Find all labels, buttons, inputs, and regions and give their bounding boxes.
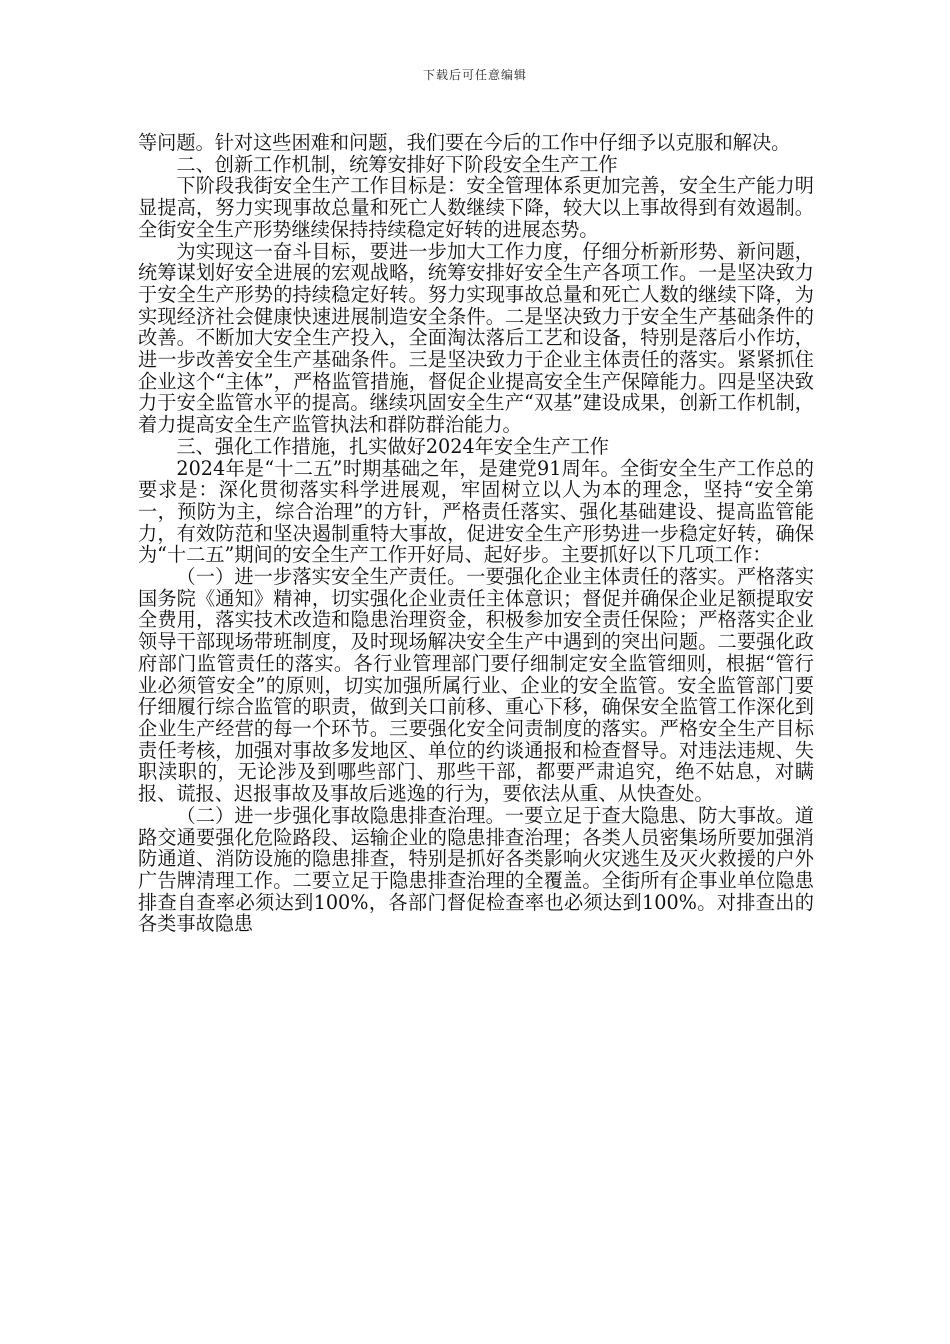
document-body xyxy=(138,132,814,935)
page-header-note: 下载后可任意编辑 xyxy=(422,68,527,82)
section-heading-2: 二、创新工作机制，统筹安排好下阶段安全生产工作 xyxy=(176,152,618,176)
paragraph-1: 等问题。针对这些困难和问题，我们要在今后的工作中仔细予以克服和解决。 xyxy=(138,131,791,154)
paragraph-goals: 下阶段我街安全生产工作目标是：安全管理体系更加完善，安全生产能力明显提高，努力实现事故总量和死亡人数继续下降，较大以上事故得到有效遏制。全街安全生产形势继续保持持续稳定好转的进展态势。 xyxy=(138,174,814,241)
paragraph-requirements: 2024年是“十二五”时期基础之年，是建党91周年。全街安全生产工作总的要求是：深化贯彻落实科学进展观，牢固树立以人为本的理念，坚持“安全第一，预防为主，综合治理”的方针，严格责任落实、强化基础建设、提高监管能力，有效防范和坚决遏制重特大事故，促进安全生产形势进一步稳定好转，确保为“十二五”期间的安全生产工作开好局、起好步。主要抓好以下几项工作： xyxy=(138,456,814,567)
paragraph-measures: 为实现这一奋斗目标，要进一步加大工作力度，仔细分析新形势、新问题，统筹谋划好安全进展的宏观战略，统筹安排好安全生产各项工作。一是坚决致力于安全生产形势的持续稳定好转。努力实现事故总量和死亡人数的继续下降，为实现经济社会健康快速进展制造安全条件。二是坚决致力于安全生产基础条件的改善。不断加大安全生产投入，全面淘汰落后工艺和设备，特别是落后小作坊，进一步改善安全生产基础条件。三是坚决致力于企业主体责任的落实。紧紧抓住企业这个“主体”，严格监管措施，督促企业提高安全生产保障能力。四是坚决致力于安全监管水平的提高。继续巩固安全生产“双基”建设成果，创新工作机制，着力提高安全生产监管执法和群防群治能力。 xyxy=(138,239,814,437)
paragraph-item-2: （二）进一步强化事故隐患排查治理。一要立足于查大隐患、防大事故。道路交通要强化危险路段、运输企业的隐患排查治理；各类人员密集场所要加强消防通道、消防设施的隐患排查，特别是抓好各类影响火灾逃生及灭火救援的户外广告牌清理工作。二要立足于隐患排查治理的全覆盖。全街所有企事业单位隐患排查自查率必须达到100%，各部门督促检查率也必须达到100%。对排查出的各类事故隐患 xyxy=(138,803,814,936)
section-heading-3: 三、强化工作措施，扎实做好2024年安全生产工作 xyxy=(176,434,609,458)
paragraph-item-1: （一）进一步落实安全生产责任。一要强化企业主体责任的落实。严格落实国务院《通知》精神，切实强化企业责任主体意识；督促并确保企业足额提取安全费用，落实技术改造和隐患治理资金，积极参加安全责任保险；严格落实企业领导干部现场带班制度，及时现场解决安全生产中遇到的突出问题。二要强化政府部门监管责任的落实。各行业管理部门要仔细制定安全监管细则，根据“管行业必须管安全”的原则，切实加强所属行业、企业的安全监管。安全监管部门要仔细履行综合监管的职责，做到关口前移、重心下移，确保安全监管工作深化到企业生产经营的每一个环节。三要强化安全问责制度的落实。严格安全生产目标责任考核，加强对事故多发地区、单位的约谈通报和检查督导。对违法违规、失职渎职的，无论涉及到哪些部门、那些干部，都要严肃追究，绝不姑息，对瞒报、谎报、迟报事故及事故后逃逸的行为，要依法从重、从快查处。 xyxy=(138,565,814,806)
